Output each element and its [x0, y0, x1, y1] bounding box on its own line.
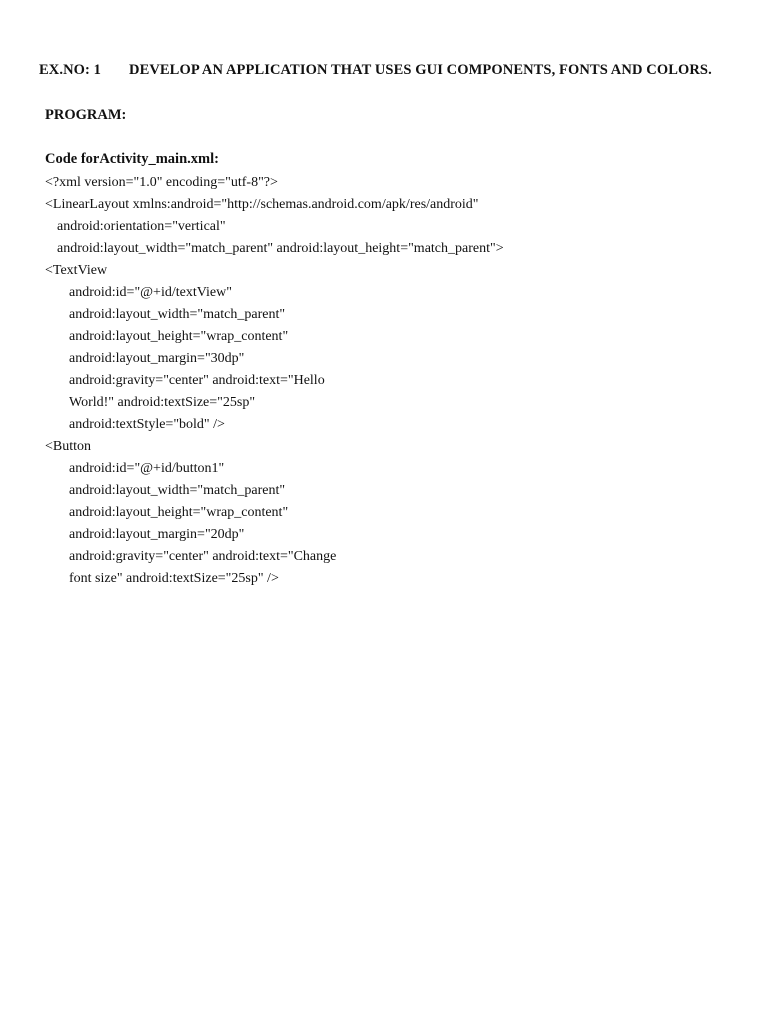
- code-title: Code forActivity_main.xml:: [45, 151, 219, 167]
- code-line: android:textStyle="bold" />: [69, 417, 225, 432]
- code-line: World!" android:textSize="25sp": [69, 395, 256, 410]
- code-line: android:layout_width="match_parent" android:layout_height="match_parent">: [57, 241, 504, 256]
- code-line: android:id="@+id/button1": [69, 461, 225, 476]
- code-line: android:layout_height="wrap_content": [69, 329, 289, 344]
- code-line: android:layout_width="match_parent": [69, 307, 286, 322]
- code-line: <Button: [45, 439, 92, 454]
- code-line: <?xml version="1.0" encoding="utf-8"?>: [45, 175, 278, 190]
- exercise-title: DEVELOP AN APPLICATION THAT USES GUI COMPONENTS, FONTS AND COLORS.: [129, 62, 712, 78]
- code-line: <LinearLayout xmlns:android="http://schemas.android.com/apk/res/android": [45, 197, 479, 212]
- exercise-heading: [39, 62, 712, 79]
- code-line: android:id="@+id/textView": [69, 285, 232, 300]
- code-block: [45, 172, 504, 590]
- code-line: font size" android:textSize="25sp" />: [69, 571, 279, 586]
- code-line: android:layout_height="wrap_content": [69, 505, 289, 520]
- code-line: android:gravity="center" android:text="Hello: [69, 373, 325, 388]
- code-line: android:layout_margin="20dp": [69, 527, 245, 542]
- code-line: <TextView: [45, 263, 108, 278]
- exercise-number: EX.NO: 1: [39, 62, 102, 78]
- code-line: android:orientation="vertical": [57, 219, 226, 234]
- program-label: PROGRAM:: [45, 107, 127, 123]
- code-line: android:layout_width="match_parent": [69, 483, 286, 498]
- code-line: android:layout_margin="30dp": [69, 351, 245, 366]
- code-line: android:gravity="center" android:text="Change: [69, 549, 337, 564]
